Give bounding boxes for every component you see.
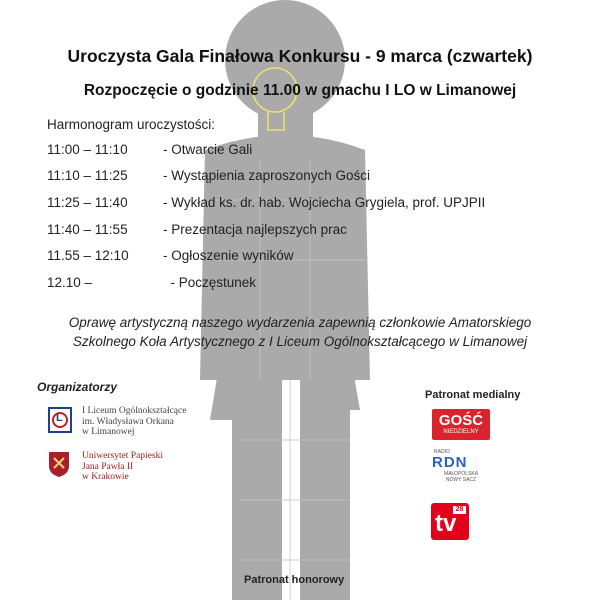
schedule-heading: Harmonogram uroczystości: xyxy=(47,117,216,132)
schedule-row: 12.10 – - Poczęstunek xyxy=(47,275,257,290)
page-subtitle: Rozpoczęcie o godzinie 11.00 w gmachu I LO w Limanowej xyxy=(83,82,517,99)
page-title: Uroczysta Gala Finałowa Konkursu - 9 marca (czwartek) xyxy=(67,46,533,66)
schedule-row: 11:10 – 11:25 - Wystąpienia zaproszonych Gości xyxy=(47,168,370,183)
media-patron-heading: Patronat medialny xyxy=(425,389,521,401)
organizers-heading: Organizatorzy xyxy=(37,380,118,394)
upjp-crest xyxy=(48,450,70,483)
schedule-row: 11:00 – 11:10 - Otwarcie Gali xyxy=(47,142,253,157)
lo-name: I Liceum Ogólnokształcące im. Władysława Orkana w Limanowej xyxy=(82,406,187,437)
papal-crest-icon xyxy=(48,450,70,478)
tv28-logo: 28 tv xyxy=(431,503,469,540)
art-note-line-2: Szkolnego Koła Artystycznego z I Liceum Ogólnokształcącego w Limanowej xyxy=(72,334,528,349)
art-note-line-1: Oprawę artystyczną naszego wydarzenia zapewnią członkowie Amatorskiego xyxy=(68,315,532,330)
schedule-row: 11:40 – 11:55 - Prezentacja najlepszych prac xyxy=(47,222,347,237)
gosc-niedzielny-logo: GOŚĆ NIEDZIELNY xyxy=(432,409,490,440)
lo-logo-letter: L xyxy=(56,412,63,424)
schedule-row: 11.55 – 12:10 - Ogłoszenie wyników xyxy=(47,248,294,263)
upjp-name: Uniwersytet Papieski Jana Pawła II w Krakowie xyxy=(82,451,164,482)
schedule-row: 11:25 – 11:40 - Wykład ks. dr. hab. Wojciecha Grygiela, prof. UPJPII xyxy=(47,195,486,210)
radio-rdn-logo: RADIO RDN MAŁOPOLSKA NOWY SĄCZ xyxy=(432,449,479,483)
honorary-patron-heading: Patronat honorowy xyxy=(244,574,345,586)
lo-logo xyxy=(48,407,72,433)
